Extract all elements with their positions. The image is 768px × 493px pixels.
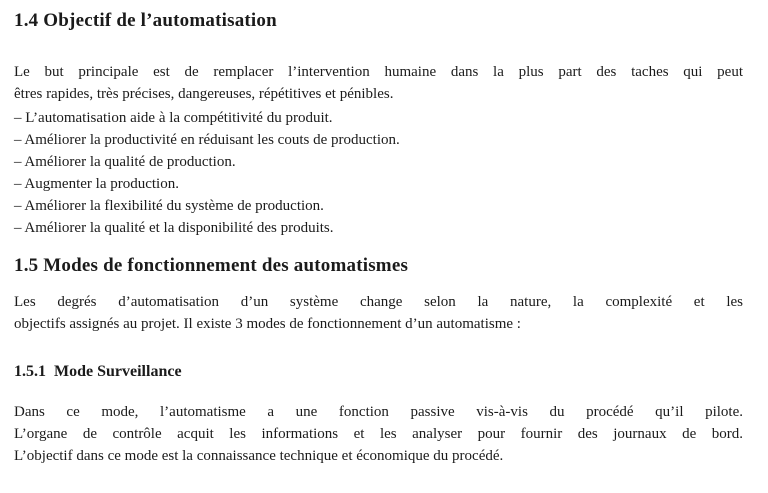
list-item: – Améliorer la qualité et la disponibilité des produits. [14,220,334,236]
section-heading-1-5: 1.5 Modes de fonctionnement des automatismes [14,255,409,276]
list-item: – L’automatisation aide à la compétitivité du produit. [14,110,333,126]
text-line: L’objectif dans ce mode est la connaissance technique et économique du procédé. [14,448,504,464]
text-line: objectifs assignés au projet. Il existe 3 modes de fonctionnement d’un automatisme : [14,316,521,332]
text-line: Le but principale est de remplacer l’intervention humaine dans la plus part des taches qui peut [14,64,743,80]
paragraph-modes [14,291,743,335]
text-line: Les degrés d’automatisation d’un système change selon la nature, la complexité et les [14,294,743,310]
paragraph-objectifs [14,61,743,105]
objectives-list [14,107,743,239]
paragraph-surveillance [14,401,743,467]
text-line: L’organe de contrôle acquit les informations et les analyser pour fournir des journaux de bord. [14,426,743,442]
text-line: Dans ce mode, l’automatisme a une fonction passive vis-à-vis du procédé qu’il pilote. [14,404,743,420]
list-item: – Augmenter la production. [14,176,179,192]
list-item: – Améliorer la qualité de production. [14,154,236,170]
section-heading-1-4: 1.4 Objectif de l’automatisation [14,10,277,31]
list-item: – Améliorer la flexibilité du système de production. [14,198,324,214]
text-line: êtres rapides, très précises, dangereuses, répétitives et pénibles. [14,86,394,102]
subsection-heading-1-5-1: 1.5.1 Mode Surveillance [14,363,182,380]
list-item: – Améliorer la productivité en réduisant les couts de production. [14,132,400,148]
